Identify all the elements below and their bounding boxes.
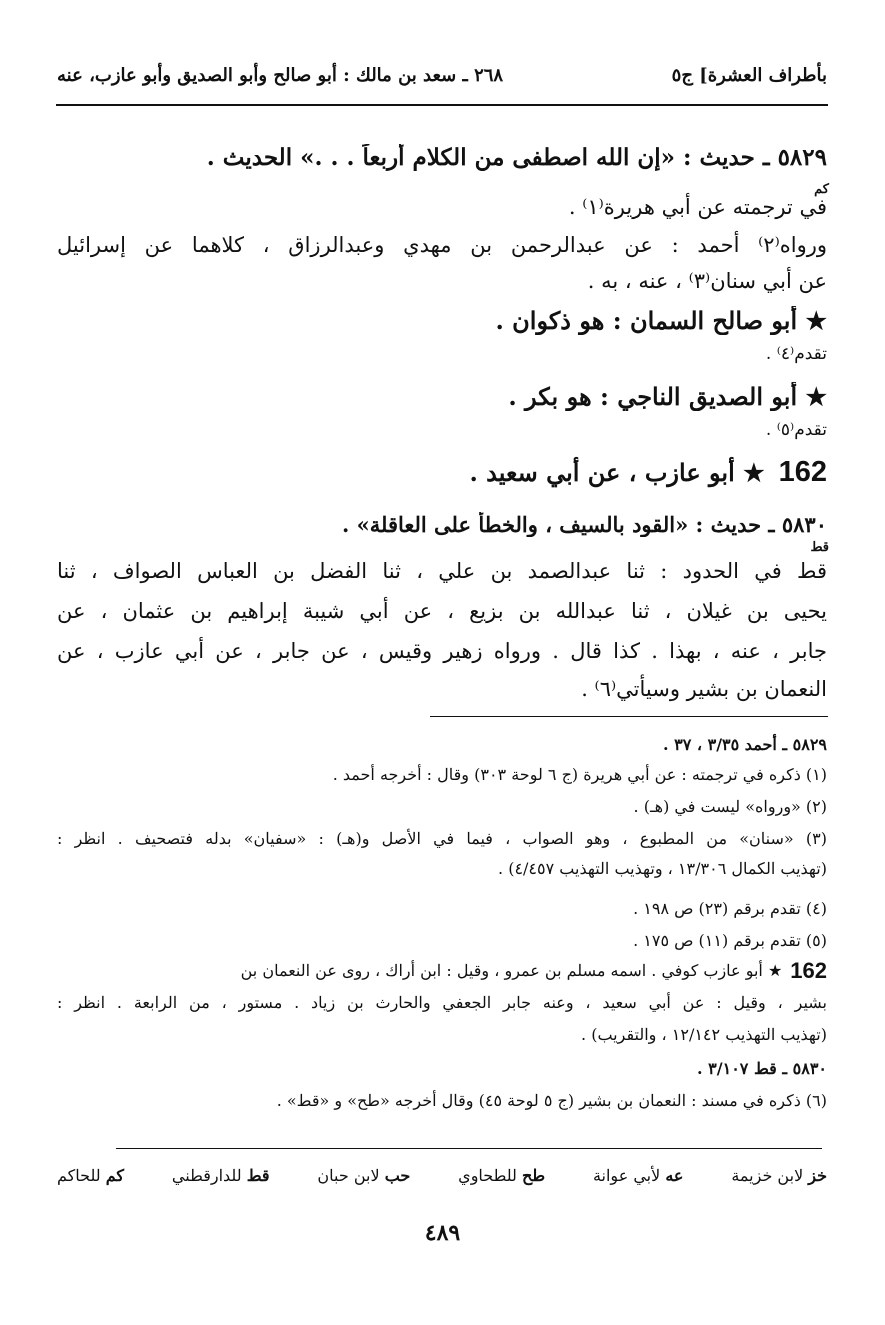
header-left: ٢٦٨ ـ سعد بن مالك : أبو صالح وأبو الصديق وأبو عازب، عنه bbox=[57, 65, 504, 86]
header-rule bbox=[56, 104, 828, 106]
narrator-abu-siddiq: ★ أبو الصديق الناجي : هو بكر . bbox=[508, 382, 827, 411]
abbr-item: حب لابن حبان bbox=[317, 1166, 411, 1185]
margin-mark-qt: قط bbox=[810, 540, 829, 555]
hadith-5829-line-1: في ترجمته عن أبي هريرة⁽١⁾ . bbox=[568, 195, 827, 219]
footnote-4: (٤) تقدم برقم (٢٣) ص ١٩٨ . bbox=[633, 899, 827, 918]
hadith-5829-line-2: ورواه⁽٢⁾ أحمد : عن عبدالرحمن بن مهدي وعبدالرزاق ، كلاهما عن إسرائيل bbox=[57, 233, 827, 257]
footnote-3: (٣) «سنان» من المطبوع ، وهو الصواب ، فيما في الأصل و(هـ) : «سفيان» بدله فتصحيف . انظر : bbox=[57, 829, 827, 848]
footnote-separator bbox=[430, 716, 828, 717]
bio-162-line-3: (تهذيب التهذيب ١٢/١٤٢ ، والتقريب) . bbox=[581, 1025, 827, 1044]
narrator-abu-salih-note: تقدم⁽٤⁾ . bbox=[765, 344, 827, 364]
hadith-5830-line-3: جابر ، عنه ، بهذا . كذا قال . ورواه زهير وقيس ، عن جابر ، عن أبي عازب ، عن bbox=[57, 639, 827, 663]
footnote-ref-5829: ٥٨٢٩ ـ أحمد ٣/٣٥ ، ٣٧ . bbox=[662, 735, 827, 754]
section-title: ★ أبو عازب ، عن أبي سعيد . bbox=[469, 458, 765, 487]
footnote-5: (٥) تقدم برقم (١١) ص ١٧٥ . bbox=[633, 931, 827, 950]
footnote-2: (٢) «ورواه» ليست في (هـ) . bbox=[633, 797, 827, 816]
abbr-item: طح للطحاوي bbox=[458, 1166, 546, 1185]
bio-162-line-1 bbox=[57, 958, 827, 984]
abbr-item: كم للحاكم bbox=[57, 1166, 125, 1185]
hadith-5829-title: ٥٨٢٩ ـ حديث : «إن الله اصطفى من الكلام أربعاً . . .» الحديث . bbox=[206, 144, 827, 171]
abbr-item: عه لأبي عوانة bbox=[592, 1166, 684, 1185]
bottom-rule bbox=[116, 1148, 822, 1149]
hadith-5830-line-1: قط في الحدود : ثنا عبدالصمد بن علي ، ثنا الفضل بن العباس الصواف ، ثنا bbox=[57, 559, 827, 583]
running-header bbox=[57, 62, 827, 90]
header-right: بأطراف العشرة] ج٥ bbox=[671, 65, 827, 86]
hadith-5830-title: ٥٨٣٠ ـ حديث : «القود بالسيف ، والخطأ على العاقلة» . bbox=[341, 512, 827, 537]
page-number: ٤٨٩ bbox=[424, 1220, 461, 1246]
abbr-item: قط للدارقطني bbox=[171, 1166, 270, 1185]
section-number: 162 bbox=[778, 456, 827, 488]
bio-number: 162 bbox=[790, 958, 827, 983]
hadith-5830-line-4: النعمان بن بشير وسيأتي⁽٦⁾ . bbox=[581, 677, 827, 701]
margin-mark-kam: كم bbox=[814, 182, 829, 197]
narrator-abu-salih: ★ أبو صالح السمان : هو ذكوان . bbox=[495, 306, 827, 335]
bio-text-1: ★ أبو عازب كوفي . اسمه مسلم بن عمرو ، وقيل : ابن أراك ، روى عن النعمان بن bbox=[240, 961, 783, 980]
hadith-5830-line-2: يحيى بن غيلان ، ثنا عبدالله بن بزيع ، عن أبي شيبة إبراهيم بن عثمان ، عن bbox=[57, 599, 827, 623]
section-162-heading bbox=[57, 456, 827, 489]
footnote-6: (٦) ذكره في مسند : النعمان بن بشير (ج ٥ لوحة ٤٥) وقال أخرجه «طح» و «قط» . bbox=[276, 1091, 827, 1110]
footnote-3-cont: (تهذيب الكمال ١٣/٣٠٦ ، وتهذيب التهذيب ٤/٤٥٧) . bbox=[498, 859, 827, 878]
bio-162-line-2: بشير ، وقيل : عن أبي سعيد ، وعنه جابر الجعفي والحارث بن زياد . مستور ، من الرابعة . انظر : bbox=[57, 993, 827, 1012]
abbr-item: خز لابن خزيمة bbox=[731, 1166, 827, 1185]
abbreviations-key bbox=[57, 1166, 827, 1185]
footnote-ref-5830: ٥٨٣٠ ـ قط ٣/١٠٧ . bbox=[697, 1059, 827, 1078]
narrator-abu-siddiq-note: تقدم⁽٥⁾ . bbox=[765, 420, 827, 440]
hadith-5829-line-3: عن أبي سنان⁽٣⁾ ، عنه ، به . bbox=[587, 269, 827, 293]
footnote-1: (١) ذكره في ترجمته : عن أبي هريرة (ج ٦ لوحة ٣٠٣) وقال : أخرجه أحمد . bbox=[332, 765, 827, 784]
